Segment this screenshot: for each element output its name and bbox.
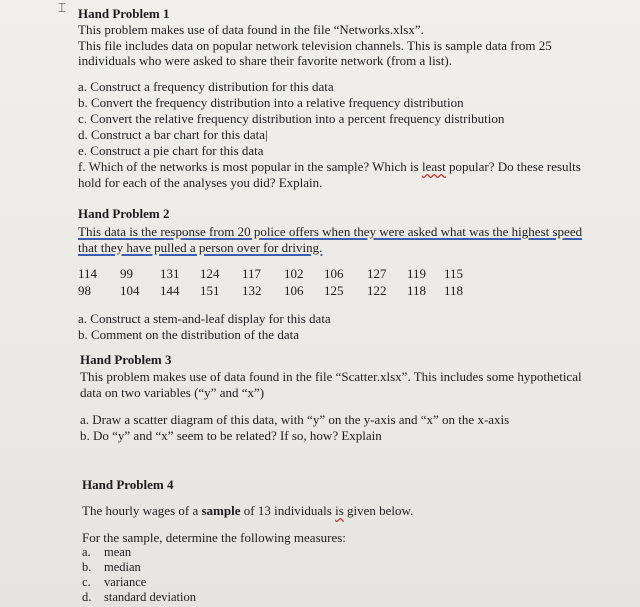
item-f-text-1: f. Which of the networks is most popular in the sample? Which is	[78, 159, 422, 174]
problem-1-line-3: individuals who were asked to share their favorite network (from a list).	[78, 53, 452, 68]
data-row-2	[78, 283, 498, 299]
text-cursor-icon: ⌶	[58, 0, 66, 15]
problem-3-line-1: This problem makes use of data found in the file “Scatter.xlsx”. This includes some hypothetical	[80, 369, 582, 384]
data-cell: 125	[324, 283, 344, 298]
problem-1-intro	[78, 22, 552, 69]
sample-word: sample	[201, 503, 241, 518]
problem-1-item-c: c. Convert the relative frequency distribution into a percent frequency distribution	[78, 111, 505, 126]
problem-2-line-1: This data is the response from 20 police offers when they were asked what was the highest speed	[78, 224, 583, 239]
problem-4-prompt	[82, 530, 346, 546]
item-text: variance	[104, 575, 147, 589]
problem-2	[78, 206, 170, 222]
problem-4-item-b	[82, 560, 196, 575]
problem-1-item-d: d. Construct a bar chart for this data|	[78, 127, 268, 142]
problem-2-item-a: a. Construct a stem-and-leaf display for this data	[78, 311, 331, 326]
item-marker: c.	[82, 575, 91, 589]
problem-4-list	[82, 545, 196, 605]
data-cell: 127	[367, 266, 387, 281]
data-cell: 114	[78, 266, 98, 281]
data-cell: 102	[284, 266, 304, 281]
problem-1-item-f	[78, 159, 581, 175]
problem-4	[82, 477, 174, 493]
problem-3-item-b: b. Do “y” and “x” seem to be related? If so, how? Explain	[80, 428, 382, 443]
data-cell: 119	[407, 266, 427, 281]
problem-3-list	[80, 412, 509, 444]
data-cell: 122	[367, 283, 387, 298]
data-row-1	[78, 266, 498, 282]
data-cell: 124	[200, 266, 220, 281]
problem-1-item-f-cont: hold for each of the analyses you did? Explain.	[78, 175, 323, 190]
problem-4-line-1	[82, 503, 413, 519]
data-cell: 106	[324, 266, 344, 281]
data-cell: 144	[160, 283, 180, 298]
text-run: The hourly wages of a	[82, 503, 202, 518]
data-cell: 115	[444, 266, 464, 281]
is-word: is	[335, 503, 344, 518]
problem-2-intro	[78, 224, 582, 255]
problem-2-line-2: that they have pulled a person over for driving.	[78, 239, 323, 255]
item-text: standard deviation	[104, 590, 196, 604]
problem-4-title: Hand Problem 4	[82, 477, 174, 492]
problem-1-line-2: This file includes data on popular network television channels. This is sample data from 25	[78, 37, 552, 53]
problem-2-title: Hand Problem 2	[78, 206, 170, 221]
data-cell: 132	[242, 283, 262, 298]
data-cell: 131	[160, 266, 180, 281]
problem-2-list	[78, 311, 331, 343]
problem-1-list	[78, 79, 581, 191]
problem-4-item-c	[82, 575, 196, 590]
data-cell: 118	[444, 283, 464, 298]
least-word: least	[421, 159, 446, 174]
problem-1-line-1: This problem makes use of data found in the file “Networks.xlsx”.	[78, 22, 424, 37]
data-cell: 99	[120, 266, 133, 281]
item-text: median	[104, 560, 141, 574]
text-run: given below.	[343, 503, 414, 518]
item-f-text-2: popular? Do these results	[445, 159, 581, 174]
problem-1-item-b: b. Convert the frequency distribution into a relative frequency distribution	[78, 95, 464, 110]
item-marker: d.	[82, 590, 92, 604]
problem-1	[78, 6, 170, 22]
item-marker: b.	[82, 560, 92, 574]
data-cell: 117	[242, 266, 262, 281]
problem-3-intro	[80, 369, 582, 400]
problem-1-title: Hand Problem 1	[78, 6, 170, 21]
problem-1-item-a: a. Construct a frequency distribution for this data	[78, 79, 334, 94]
text-run: of 13 individuals	[240, 503, 336, 518]
problem-3	[80, 352, 172, 368]
problem-4-item-d	[82, 590, 196, 605]
problem-3-title: Hand Problem 3	[80, 352, 172, 367]
problem-2-item-b: b. Comment on the distribution of the data	[78, 327, 299, 342]
item-marker: a.	[82, 545, 91, 559]
problem-3-line-2: data on two variables (“y” and “x”)	[80, 384, 265, 400]
data-cell: 104	[120, 283, 140, 298]
problem-4-intro	[82, 503, 413, 519]
problem-1-item-e: e. Construct a pie chart for this data	[78, 143, 264, 158]
data-cell: 118	[407, 283, 427, 298]
data-cell: 151	[200, 283, 220, 298]
item-text: mean	[104, 545, 132, 559]
problem-4-line-2: For the sample, determine the following measures:	[82, 530, 346, 545]
problem-4-item-a	[82, 545, 196, 560]
data-cell: 106	[284, 283, 304, 298]
problem-3-item-a: a. Draw a scatter diagram of this data, with “y” on the y-axis and “x” on the x-axis	[80, 412, 510, 427]
data-cell: 98	[78, 283, 91, 298]
